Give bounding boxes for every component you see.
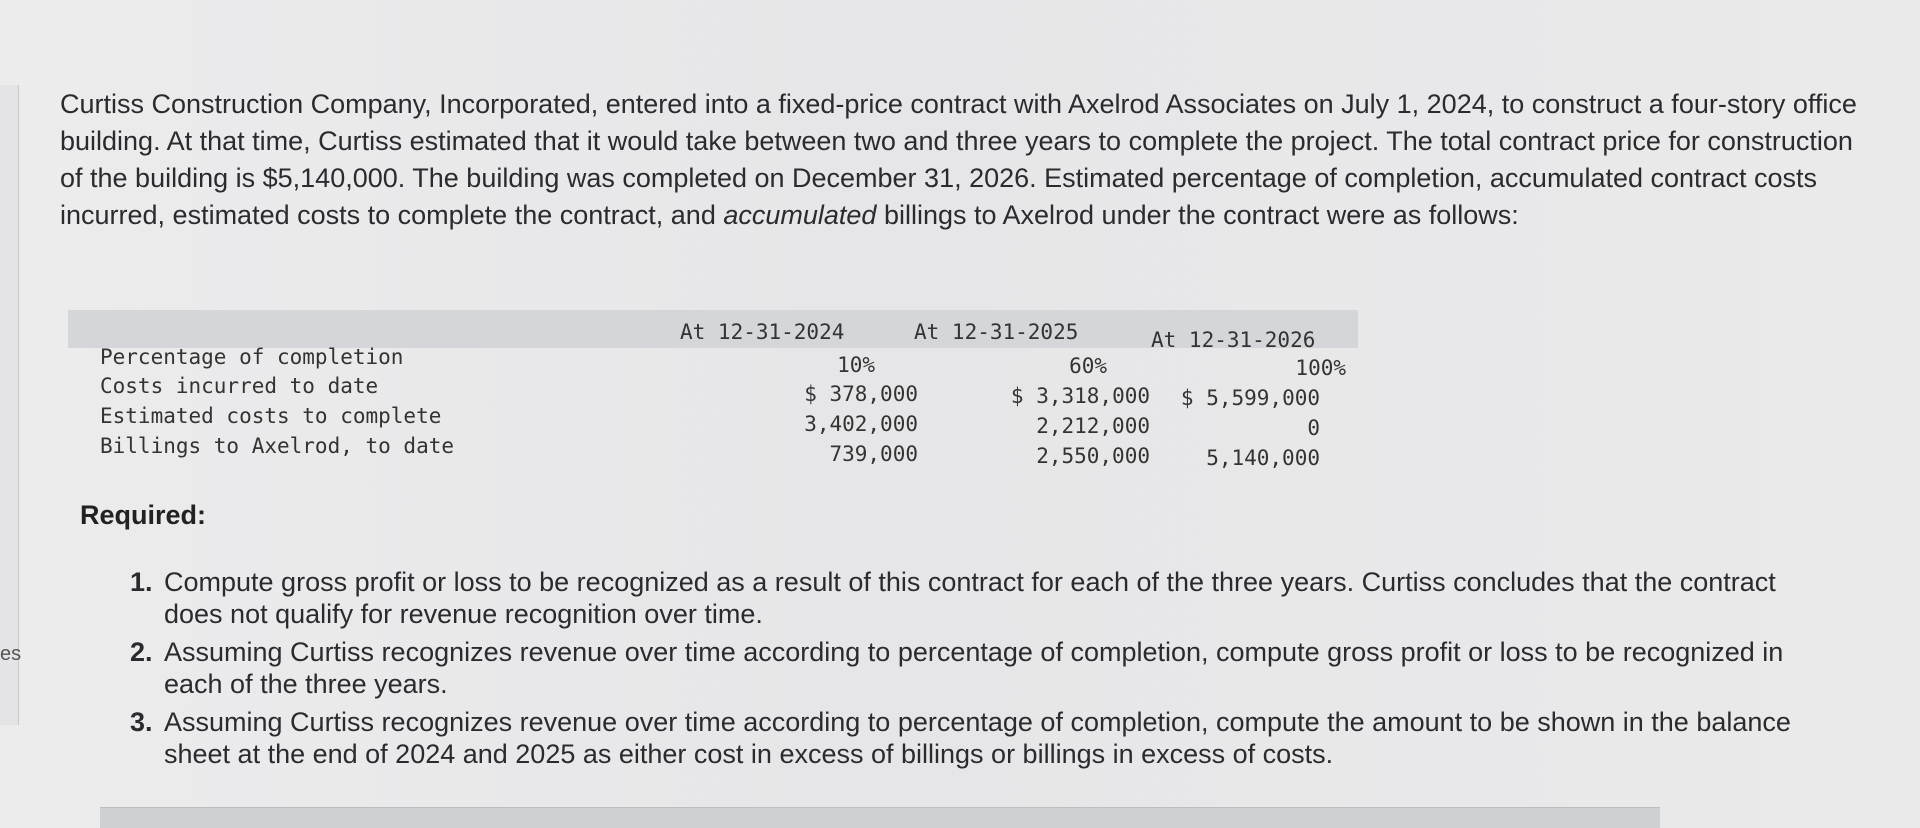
intro-emphasis: accumulated <box>723 200 877 230</box>
cell-costs-incurred-2024: $ 378,000 <box>804 382 918 406</box>
required-item-2-text: Assuming Curtiss recognizes revenue over time according to percentage of completion, compute gross profit or loss to be recognized in each of the three years. <box>164 637 1784 699</box>
left-edge-text: es <box>0 643 22 665</box>
contract-data-table <box>68 310 1358 475</box>
bottom-panel-edge <box>100 807 1660 828</box>
required-item-3-text: Assuming Curtiss recognizes revenue over time according to percentage of completion, compute the amount to be shown in the balance sheet at the end of 2024 and 2025 as either cost in excess of billings or billings in excess of costs. <box>164 707 1791 769</box>
problem-intro <box>60 86 1860 234</box>
cell-estimated-costs-2026: 0 <box>1307 416 1320 440</box>
left-panel-edge <box>0 85 22 725</box>
row-label-costs-incurred: Costs incurred to date <box>100 374 379 398</box>
required-item-3 <box>130 706 1830 770</box>
cell-percentage-2026: 100% <box>1295 356 1346 380</box>
cell-estimated-costs-2025: 2,212,000 <box>1036 414 1150 438</box>
required-item-1-text: Compute gross profit or loss to be recognized as a result of this contract for each of the three years. Curtiss concludes that the contract does not qualify for revenue recognition over time. <box>164 567 1776 629</box>
cell-billings-2026: 5,140,000 <box>1206 446 1320 470</box>
row-label-estimated-costs: Estimated costs to complete <box>100 404 442 428</box>
column-header-2024: At 12-31-2024 <box>680 320 845 344</box>
required-list <box>130 566 1830 776</box>
required-item-1 <box>130 566 1830 630</box>
cell-percentage-2025: 60% <box>1069 354 1107 378</box>
cell-costs-incurred-2026: $ 5,599,000 <box>1180 386 1320 410</box>
column-header-2025: At 12-31-2025 <box>914 320 1079 344</box>
cell-percentage-2024: 10% <box>837 353 875 377</box>
cell-costs-incurred-2025: $ 3,318,000 <box>1010 384 1150 408</box>
intro-text-part2: billings to Axelrod under the contract were as follows: <box>876 200 1519 230</box>
column-header-2026: At 12-31-2026 <box>1151 328 1316 352</box>
required-heading: Required: <box>80 500 207 530</box>
intro-text-part1: Curtiss Construction Company, Incorporated, entered into a fixed-price contract with Axelrod Associates on July 1, 2024, to construct a four-story office building. At that time, Curtiss estimated that it would take between two and three years to complete the project. The total contract price for construction of the building is $5,140,000. The building was completed on December 31, 2026. Estimated percentage of completion, accumulated contract costs incurred, estimated costs to complete the contract, and <box>60 89 1857 230</box>
cell-estimated-costs-2024: 3,402,000 <box>804 412 918 436</box>
cell-billings-2024: 739,000 <box>829 442 918 466</box>
required-item-1-number: 1. <box>130 567 153 597</box>
required-item-3-number: 3. <box>130 707 153 737</box>
cell-billings-2025: 2,550,000 <box>1036 444 1150 468</box>
row-label-billings: Billings to Axelrod, to date <box>100 434 455 458</box>
row-label-percentage: Percentage of completion <box>100 345 404 369</box>
required-item-2 <box>130 636 1830 700</box>
required-item-2-number: 2. <box>130 637 153 667</box>
